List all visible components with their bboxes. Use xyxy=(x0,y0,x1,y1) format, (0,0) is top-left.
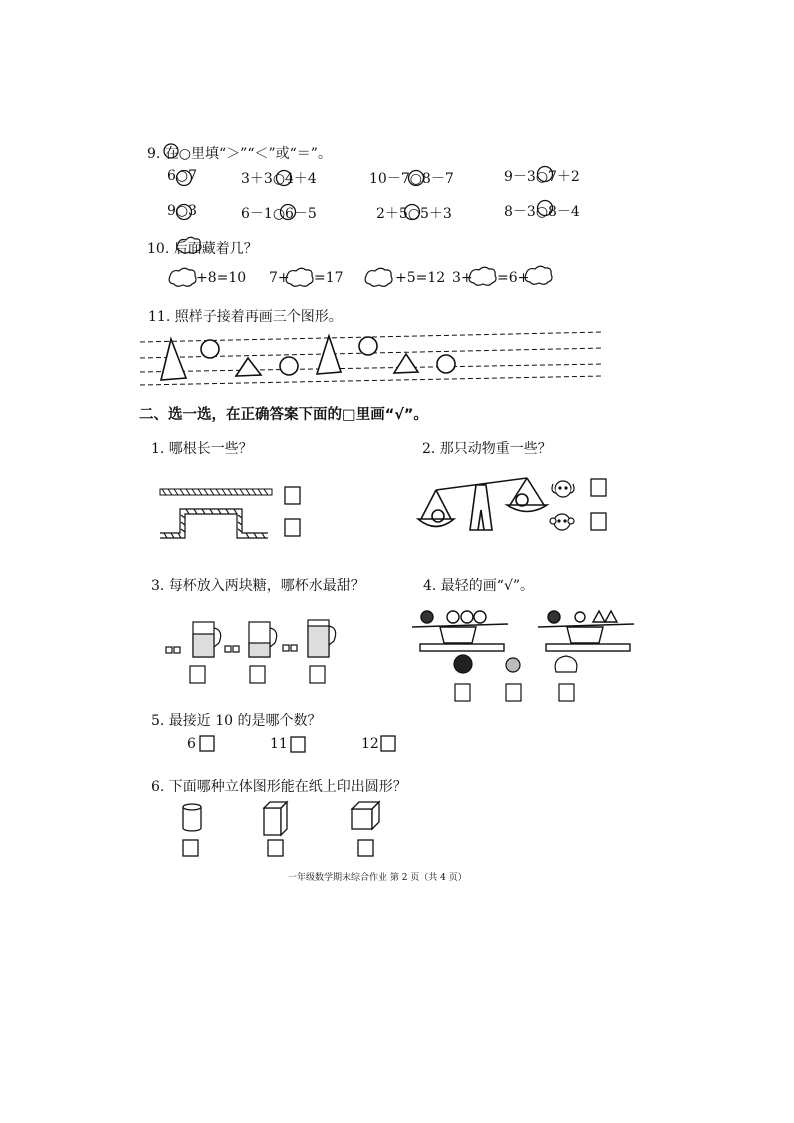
cup-icon xyxy=(249,622,277,657)
answer-checkbox[interactable] xyxy=(291,737,305,752)
compare-circle-icon[interactable] xyxy=(281,205,296,220)
q9-expr: 9○3 xyxy=(167,203,198,219)
answer-checkbox[interactable] xyxy=(381,736,395,751)
q10-expr: =17 xyxy=(314,270,344,286)
monkey-icon xyxy=(550,514,574,530)
triangle-shape xyxy=(161,339,186,380)
p4-title: 4. 最轻的画“√”。 xyxy=(423,578,535,594)
answer-checkbox[interactable] xyxy=(250,666,265,683)
orange-icon xyxy=(506,658,520,672)
q10-title: 10. 后面藏着几？ xyxy=(147,241,258,257)
q10-expr: 3+ xyxy=(452,270,473,286)
circle-shape xyxy=(201,340,219,358)
p5-option-6: 6 xyxy=(187,736,196,752)
answer-checkbox[interactable] xyxy=(285,519,300,536)
p6-title: 6. 下面哪种立体图形能在纸上印出圆形？ xyxy=(151,779,407,795)
q10-expr: =6+ xyxy=(497,270,530,286)
cube-icon xyxy=(352,802,379,829)
compare-circle-icon[interactable] xyxy=(409,171,424,186)
page-footer: 一年级数学期末综合作业 第 2 页（共 4 页） xyxy=(288,873,467,883)
sugar-cubes-icon xyxy=(166,645,297,653)
circle-shape xyxy=(280,357,298,375)
q11-title: 11. 照样子接着再画三个图形。 xyxy=(148,309,343,325)
p2-title: 2. 那只动物重一些？ xyxy=(422,441,552,457)
balance-scale-icon xyxy=(418,478,547,530)
compare-circle-icon[interactable] xyxy=(277,171,292,186)
answer-checkbox[interactable] xyxy=(190,666,205,683)
cloud-icon[interactable] xyxy=(469,267,496,285)
compare-circle-icon[interactable] xyxy=(538,201,553,216)
answer-checkbox[interactable] xyxy=(183,840,198,856)
circle-shape xyxy=(359,337,377,355)
p3-title: 3. 每杯放入两块糖，哪杯水最甜？ xyxy=(151,578,365,594)
answer-checkbox[interactable] xyxy=(591,513,606,530)
cup-icon xyxy=(308,620,336,657)
answer-checkbox[interactable] xyxy=(285,487,300,504)
compare-circle-icon[interactable] xyxy=(177,205,192,220)
compare-circle-icon[interactable] xyxy=(405,205,420,220)
q9-expr: 10－7○8－7 xyxy=(369,171,454,187)
circle-shape xyxy=(437,355,455,373)
cloud-icon[interactable] xyxy=(525,266,552,284)
answer-checkbox[interactable] xyxy=(455,684,470,701)
bent-rope-icon xyxy=(160,509,268,538)
answer-checkbox[interactable] xyxy=(200,736,214,751)
cup-icon xyxy=(193,622,221,657)
compare-circle-icon[interactable] xyxy=(177,171,192,186)
p1-title: 1. 哪根长一些？ xyxy=(151,441,253,457)
answer-checkbox[interactable] xyxy=(358,840,373,856)
balance-scale-icon xyxy=(412,611,508,651)
cloud-icon[interactable] xyxy=(286,268,313,286)
triangle-shape xyxy=(317,336,341,374)
q9-expr: 6○7 xyxy=(167,168,198,184)
q9-expr: 3＋3○4＋4 xyxy=(241,171,317,187)
answer-checkbox[interactable] xyxy=(591,479,606,496)
p5-title: 5. 最接近 10 的是哪个数？ xyxy=(151,713,322,729)
q9-expr: 6－1○6－5 xyxy=(241,206,317,222)
answer-checkbox[interactable] xyxy=(559,684,574,701)
cloud-icon[interactable] xyxy=(365,268,392,286)
compare-circle-icon[interactable] xyxy=(538,167,553,182)
q9-expr: 8－3○8－4 xyxy=(504,204,580,220)
cloud-icon xyxy=(177,237,201,253)
apple-icon xyxy=(454,655,472,673)
triangle-shape xyxy=(394,354,418,373)
p5-option-12: 12 xyxy=(361,736,379,752)
answer-checkbox[interactable] xyxy=(268,840,283,856)
cloud-icon[interactable] xyxy=(169,268,196,286)
cylinder-icon xyxy=(183,804,201,831)
dog-icon xyxy=(552,481,574,497)
q10-expr: +5=12 xyxy=(395,270,446,286)
p5-option-11: 11 xyxy=(270,736,288,752)
compare-circle-icon xyxy=(164,144,178,158)
balance-scale-icon xyxy=(538,611,634,651)
section2-title: 二、选一选，在正确答案下面的□里画“√”。 xyxy=(139,407,428,423)
peach-icon xyxy=(555,656,577,672)
cuboid-icon xyxy=(264,802,287,835)
q10-expr: +8=10 xyxy=(196,270,247,286)
answer-checkbox[interactable] xyxy=(310,666,325,683)
answer-checkbox[interactable] xyxy=(506,684,521,701)
q10-expr: 7+ xyxy=(269,270,290,286)
q9-expr: 9－3○7＋2 xyxy=(504,169,580,185)
q9-expr: 2＋5○5＋3 xyxy=(376,206,452,222)
long-rope-icon xyxy=(160,489,272,495)
q9-title: 9. 在○里填“＞”“＜”或“＝”。 xyxy=(147,146,332,162)
triangle-shape xyxy=(236,358,261,376)
